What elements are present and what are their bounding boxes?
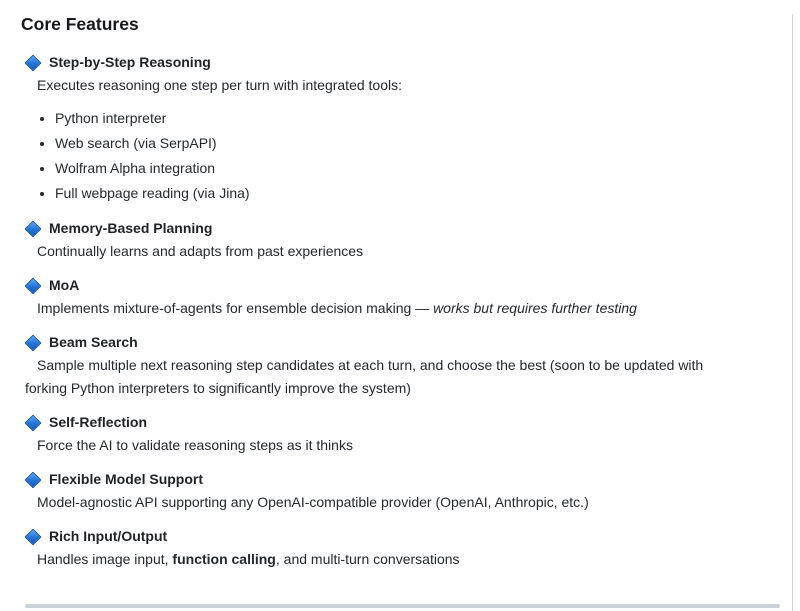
document-page xyxy=(0,14,793,611)
description-segment: function calling xyxy=(172,551,276,567)
blue-diamond-icon xyxy=(25,471,42,488)
feature-item xyxy=(0,468,792,514)
feature-description xyxy=(25,354,725,400)
feature-item xyxy=(0,411,792,457)
feature-title-row xyxy=(0,217,792,240)
blue-diamond-icon xyxy=(25,220,42,237)
feature-bullet-list xyxy=(0,106,792,206)
bullet-item: • Python interpreter xyxy=(55,106,792,131)
description-segment: works but requires further testing xyxy=(433,300,637,316)
feature-item xyxy=(0,274,792,320)
feature-title-row xyxy=(0,468,792,491)
feature-title: Beam Search xyxy=(49,334,138,350)
blue-diamond-icon xyxy=(25,277,42,294)
description-segment: Continually learns and adapts from past experiences xyxy=(37,243,364,259)
feature-description xyxy=(25,491,725,514)
feature-item xyxy=(0,51,792,206)
description-segment: Executes reasoning one step per turn with integrated tools: xyxy=(37,77,402,93)
feature-description xyxy=(25,297,725,320)
description-segment: Handles image input, xyxy=(37,551,173,567)
description-segment: Sample multiple next reasoning step candidates at each turn, and choose the best (soon to be updated with forking Python interpreters to significantly improve the system) xyxy=(25,357,704,396)
feature-title: MoA xyxy=(49,277,80,293)
bullet-item: • Full webpage reading (via Jina) xyxy=(55,181,792,206)
feature-title-row xyxy=(0,331,792,354)
blue-diamond-icon xyxy=(25,334,42,351)
description-segment: Model-agnostic API supporting any OpenAI-compatible provider (OpenAI, Anthropic, etc.) xyxy=(37,494,589,510)
feature-description xyxy=(25,434,725,457)
description-segment: Implements mixture-of-agents for ensemble decision making — xyxy=(37,300,434,316)
feature-description xyxy=(25,240,725,263)
feature-title: Rich Input/Output xyxy=(49,528,168,544)
feature-description xyxy=(25,74,725,97)
blue-diamond-icon xyxy=(25,414,42,431)
feature-item xyxy=(0,525,792,571)
feature-item xyxy=(0,217,792,263)
feature-description xyxy=(25,548,725,571)
bullet-item: • Wolfram Alpha integration xyxy=(55,156,792,181)
bullet-item: • Web search (via SerpAPI) xyxy=(55,131,792,156)
page-title: Core Features xyxy=(21,14,139,34)
blue-diamond-icon xyxy=(25,528,42,545)
feature-title: Step-by-Step Reasoning xyxy=(49,54,211,70)
feature-title-row xyxy=(0,525,792,548)
horizontal-scrollbar[interactable] xyxy=(25,604,780,608)
feature-item xyxy=(0,331,792,400)
feature-title-row xyxy=(0,411,792,434)
feature-title-row xyxy=(0,274,792,297)
feature-title: Self-Reflection xyxy=(49,414,148,430)
feature-title-row xyxy=(0,51,792,74)
blue-diamond-icon xyxy=(25,54,42,71)
description-segment: , and multi-turn conversations xyxy=(275,551,460,567)
feature-list xyxy=(0,51,792,571)
feature-title: Memory-Based Planning xyxy=(49,220,213,236)
description-segment: Force the AI to validate reasoning steps as it thinks xyxy=(37,437,353,453)
feature-title: Flexible Model Support xyxy=(49,471,204,487)
